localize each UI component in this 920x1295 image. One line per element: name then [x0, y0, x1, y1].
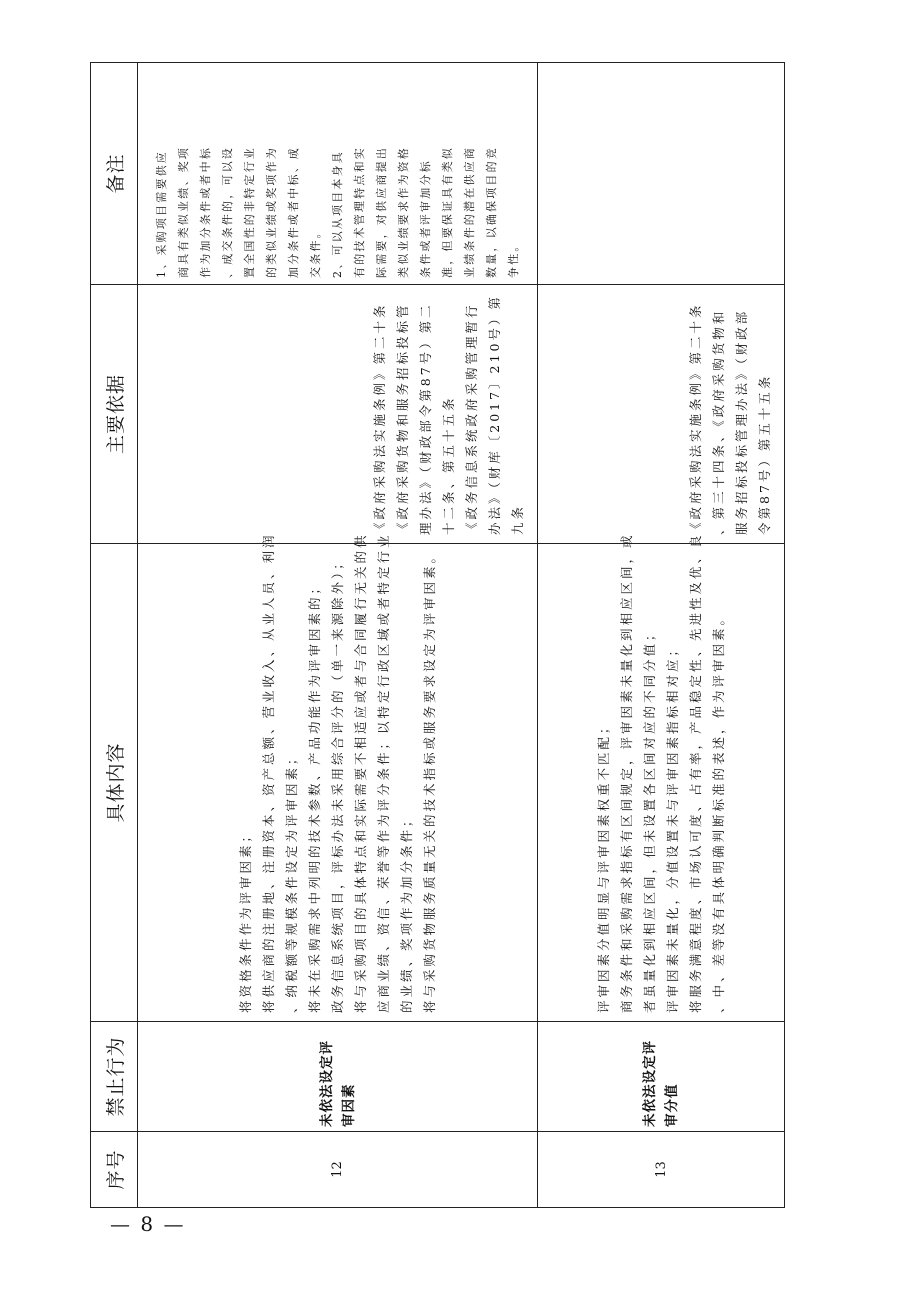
remark-line: 争性。	[506, 238, 520, 278]
header-basis: 主要依据	[91, 285, 138, 544]
detail-line: 、中、差等没有具体明确判断标准的表述，作为评审因素。	[711, 609, 726, 1013]
detail-line: 、纳税额等规模条件设定为评审因素；	[284, 749, 299, 1013]
row-basis	[538, 285, 785, 544]
row-detail	[138, 532, 538, 1022]
basis-line: 、第三十四条、《政府采购货物和	[711, 308, 726, 535]
remark-line: 交条件。	[308, 225, 322, 278]
detail-line: 将与采购项目的具体特点和实际需要不相适应或者与合同履行无关的供	[353, 532, 368, 1013]
basis-line: 《政府采购法实施条例》第二十条	[372, 302, 387, 535]
act-line: 审分值	[664, 1083, 680, 1127]
basis-line: 《政府采购法实施条例》第二十条	[688, 302, 703, 535]
row-act	[138, 1022, 538, 1132]
remark-line: 加分条件或者中标、成	[286, 146, 300, 278]
detail-line: 的业绩、奖项作为加分条件；	[399, 811, 414, 1013]
page-number: — 8 —	[110, 1212, 186, 1236]
header-no: 序号	[91, 1132, 138, 1208]
row-remark	[138, 63, 538, 285]
detail-line: 将未在采购需求中列明的技术参数、产品功能作为评审因素的；	[307, 578, 322, 1013]
detail-line: 评审因素分值明显与评审因素权重不匹配；	[596, 718, 611, 1013]
basis-line: 《政务信息系统政府采购管理暂行	[464, 302, 479, 535]
detail-line: 将服务满意程度、市场认可度、占有率，产品稳定性、先进性及优、良	[688, 532, 703, 1013]
rotated-page	[90, 63, 785, 1208]
remark-line: 准，但要保证具有类似	[440, 146, 454, 278]
row-remark-empty	[538, 63, 785, 285]
basis-line: 理办法》（财政部令第87号）第二	[418, 302, 433, 535]
basis-line: 令第87号）第五十五条	[757, 373, 772, 535]
remark-line: 际需要，对供应商提出	[374, 146, 388, 278]
detail-line: 将资格条件作为评审因素；	[238, 826, 253, 1013]
act-line: 未依法设定评	[318, 1040, 335, 1127]
row-no: 12	[138, 1132, 538, 1208]
remark-line: 置全国性的非特定行业	[242, 146, 256, 278]
basis-line: 办法》（财库〔2017〕210号）第	[487, 294, 502, 535]
detail-line: 评审因素未量化，分值设置未与评审因素指标相对应；	[665, 640, 680, 1013]
table-header-row	[91, 63, 138, 1208]
remark-line: 2、可以从项目本身具	[330, 150, 344, 278]
remark-line: 1、采购项目需要供应	[154, 150, 168, 278]
detail-line: 者虽量化到相应区间，但未设置各区间对应的不同分值；	[642, 625, 657, 1013]
detail-line: 商务条件和采购需求指标有区间规定，评审因素未量化到相应区间，或	[619, 532, 634, 1013]
remark-line: 的类似业绩或奖项作为	[264, 146, 278, 278]
row-basis	[138, 285, 538, 544]
row-detail	[538, 532, 785, 1022]
header-detail: 具体内容	[91, 544, 138, 1022]
detail-line: 将供应商的注册地、注册资本、资产总额、营业收入、从业人员、利润	[261, 532, 276, 1013]
basis-line: 《政府采购货物和服务招标投标管	[395, 302, 410, 535]
remark-line: 有的技术管理特点和实	[352, 146, 366, 278]
act-line: 未依法设定评	[642, 1040, 658, 1127]
act-line: 审因素	[340, 1083, 357, 1127]
remark-line: 作为加分条件或者中标	[198, 146, 212, 278]
header-act: 禁止行为	[91, 1022, 138, 1132]
basis-line: 九条	[510, 503, 525, 535]
basis-line: 十二条、第五十五条	[441, 395, 456, 535]
row-act	[538, 1022, 785, 1132]
detail-line: 应商业绩、资信、荣誉等作为评分条件；以特定行政区域或者特定行业	[376, 532, 391, 1013]
remark-line: 、成交条件的，可以设	[220, 146, 234, 278]
table-row-13	[538, 63, 785, 1208]
table-row-12	[138, 63, 538, 1208]
remark-line: 数量，以确保项目的竞	[484, 146, 498, 278]
remark-line: 业绩条件的潜在供应商	[462, 146, 476, 278]
remark-line: 商具有类似业绩、奖项	[176, 146, 190, 278]
detail-line: 政务信息系统项目，评标办法未采用综合评分的（单一来源除外）；	[330, 554, 345, 1013]
header-remark: 备注	[91, 63, 138, 285]
detail-line: 将与采购货物服务质量无关的技术指标或服务要求设定为评审因素。	[422, 547, 437, 1013]
basis-line: 服务招标投标管理办法》（财政部	[734, 308, 749, 535]
prohibited-behavior-table	[90, 62, 785, 1208]
remark-line: 条件或者评审加分标	[418, 159, 432, 278]
row-no: 13	[538, 1132, 785, 1208]
remark-line: 类似业绩要求作为资格	[396, 146, 410, 278]
